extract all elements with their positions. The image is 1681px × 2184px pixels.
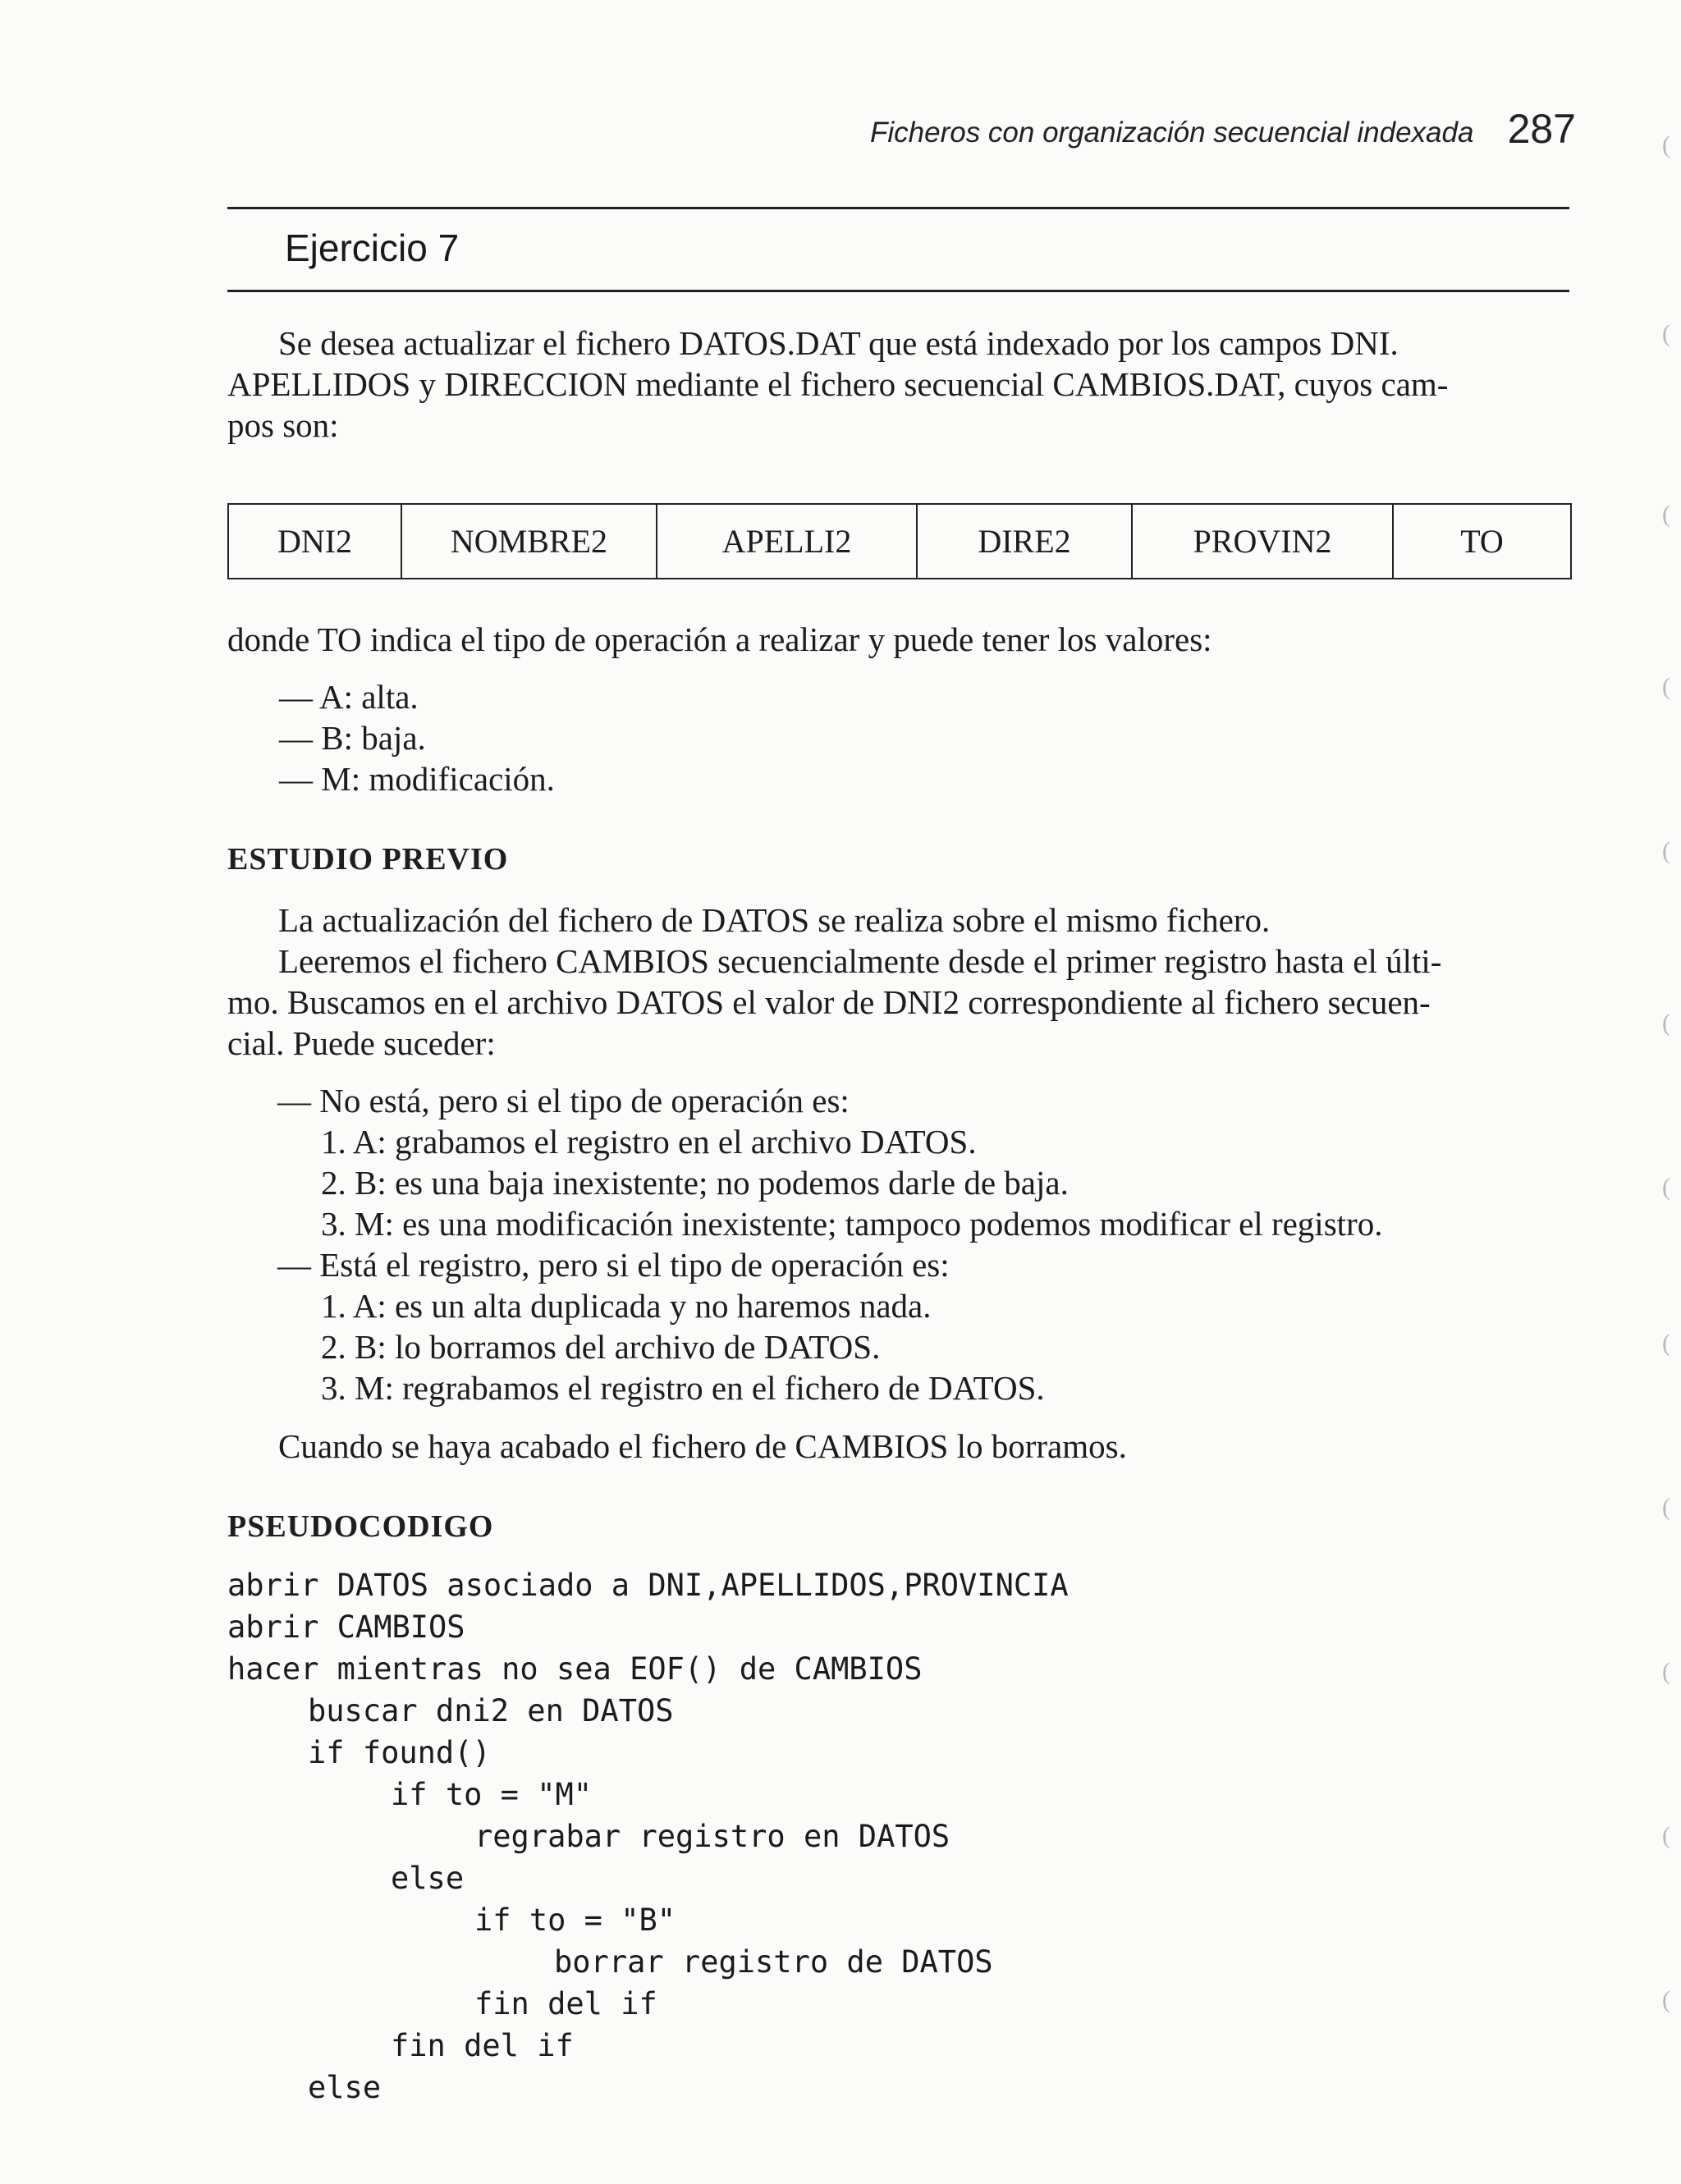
code-line: fin del if (391, 2028, 574, 2063)
code-line: borrar registro de DATOS (554, 1944, 993, 1980)
estudio-line: cial. Puede suceder: (227, 1024, 496, 1062)
exercise-title: Ejercicio 7 (285, 227, 460, 269)
title-rule-top (227, 207, 1569, 209)
estudio-line: Leeremos el fichero CAMBIOS secuencialmente desde el primer registro hasta el últi- (278, 942, 1442, 980)
code-line: if to = "M" (391, 1777, 593, 1812)
code-line: abrir DATOS asociado a DNI,APELLIDOS,PROVINCIA (227, 1568, 1069, 1603)
code-line: buscar dni2 en DATOS (308, 1693, 674, 1728)
intro-line: pos son: (227, 406, 339, 444)
section-heading-pseudocodigo: PSEUDOCODIGO (227, 1509, 494, 1544)
code-line: else (308, 2070, 382, 2105)
case-item: 2. B: es una baja inexistente; no podemos darle de baja. (321, 1164, 1069, 1202)
operation-value: — M: modificación. (279, 760, 555, 798)
intro-paragraph (227, 323, 1573, 446)
operation-intro: donde TO indica el tipo de operación a realizar y puede tener los valores: (227, 620, 1212, 658)
binding-edge-marks: ( ( ( ( ( ( ( ( ( ( ( ( (1662, 131, 1670, 2013)
case-item: — No está, pero si el tipo de operación es: (277, 1082, 850, 1119)
field-cell: DNI2 (228, 504, 401, 579)
case-item: 1. A: es un alta duplicada y no haremos nada. (321, 1287, 932, 1325)
field-cell: DIRE2 (917, 504, 1132, 579)
code-line: if found() (308, 1735, 491, 1770)
case-item: 2. B: lo borramos del archivo de DATOS. (321, 1328, 881, 1366)
table-row (228, 504, 1571, 579)
case-item: 3. M: es una modificación inexistente; tampoco podemos modificar el registro. (321, 1205, 1383, 1243)
running-head (854, 105, 1576, 163)
operation-value: — A: alta. (279, 678, 419, 716)
code-line: hacer mientras no sea EOF() de CAMBIOS (227, 1651, 923, 1687)
case-item: 3. M: regrabamos el registro en el fichero de DATOS. (321, 1369, 1045, 1407)
code-line: if to = "B" (474, 1902, 676, 1938)
page-number: 287 (1507, 106, 1576, 152)
record-fields-table (227, 503, 1572, 579)
title-rule-bottom (227, 290, 1569, 292)
intro-line: Se desea actualizar el fichero DATOS.DAT que está indexado por los campos DNI. (278, 324, 1399, 362)
code-line: regrabar registro en DATOS (474, 1819, 950, 1854)
field-cell: NOMBRE2 (401, 504, 657, 579)
code-line: else (391, 1861, 465, 1896)
field-cell: PROVIN2 (1132, 504, 1393, 579)
section-heading-estudio-previo: ESTUDIO PREVIO (227, 842, 509, 877)
operation-value: — B: baja. (279, 719, 426, 757)
closing-sentence: Cuando se haya acabado el fichero de CAMBIOS lo borramos. (278, 1427, 1127, 1465)
intro-line: APELLIDOS y DIRECCION mediante el fichero secuencial CAMBIOS.DAT, cuyos cam- (227, 365, 1449, 403)
running-title: Ficheros con organización secuencial indexada (870, 117, 1474, 149)
estudio-line: La actualización del fichero de DATOS se realiza sobre el mismo fichero. (278, 901, 1271, 939)
code-line: abrir CAMBIOS (227, 1609, 465, 1645)
case-item: 1. A: grabamos el registro en el archivo DATOS. (321, 1123, 977, 1161)
field-cell: TO (1393, 504, 1571, 579)
case-item: — Está el registro, pero si el tipo de operación es: (277, 1246, 950, 1284)
field-cell: APELLI2 (657, 504, 917, 579)
code-line: fin del if (474, 1986, 657, 2021)
estudio-line: mo. Buscamos en el archivo DATOS el valor de DNI2 correspondiente al fichero secuen- (227, 983, 1431, 1021)
